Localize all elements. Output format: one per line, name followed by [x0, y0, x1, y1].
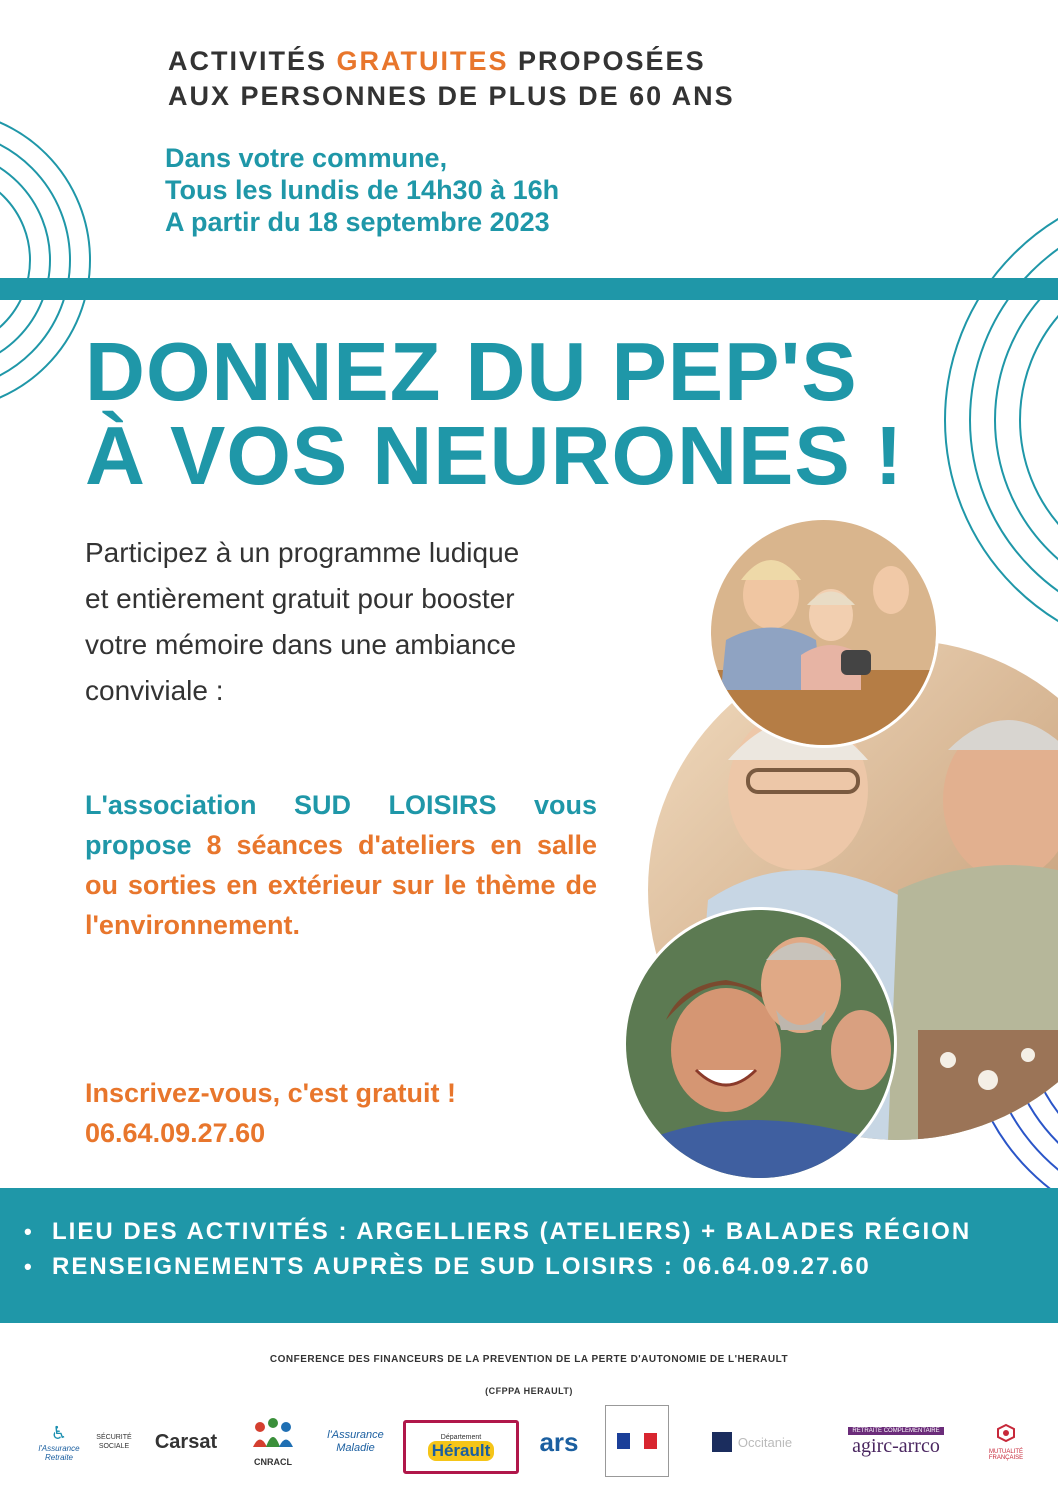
left-arc-2	[0, 150, 50, 370]
right-top-arc-4	[945, 185, 1058, 655]
left-arc-1	[0, 170, 30, 350]
logo-occitanie: Occitanie	[677, 1412, 827, 1472]
left-arc-3	[0, 130, 70, 390]
logo-ars: ars	[539, 1426, 579, 1457]
association-paragraph: L'association SUD LOISIRS vous propose 8 séances d'ateliers en salle ou sorties en extérieur sur le thème de l'environnement.	[85, 790, 597, 940]
logo-carsat: Carsat	[154, 1430, 218, 1453]
signup-block	[85, 1073, 456, 1153]
logo-agirc-arrco: RETRAITE COMPLÉMENTAIRE agirc-arrco	[832, 1412, 960, 1472]
schedule-line: Tous les lundis de 14h30 à 16h	[165, 175, 560, 205]
footer-subtitle: (CFPPA HERAULT)	[485, 1386, 573, 1396]
mutualite-hexagon-icon	[989, 1423, 1023, 1449]
schedule-info	[165, 142, 559, 238]
header-heading	[168, 44, 735, 114]
logo-republique-francaise	[605, 1405, 669, 1477]
header-line-1: ACTIVITÉS GRATUITES PROPOSÉES	[168, 46, 706, 76]
french-flag-icon	[617, 1433, 657, 1449]
logo-herault: Département Hérault	[403, 1420, 519, 1474]
logo-securite-sociale: SÉCURITÉ SOCIALE	[96, 1434, 132, 1450]
retraite-icon: ♿	[50, 1422, 68, 1443]
footer-title: CONFERENCE DES FINANCEURS DE LA PREVENTION DE LA PERTE D'AUTONOMIE DE L'HERAULT	[269, 1354, 789, 1365]
occitanie-square-icon	[712, 1432, 732, 1452]
intro-paragraph: Participez à un programme ludique et entièrement gratuit pour booster votre mémoire dans une ambiance conviviale :	[85, 537, 520, 706]
info-contact: • RENSEIGNEMENTS AUPRÈS DE SUD LOISIRS : 06.64.09.27.60	[24, 1249, 971, 1284]
signup-cta: Inscrivez-vous, c'est gratuit !	[85, 1078, 457, 1108]
schedule-line: A partir du 18 septembre 2023	[165, 207, 550, 237]
logo-assurance-retraite: ♿ l'Assurance Retraite	[38, 1422, 80, 1462]
schedule-line: Dans votre commune,	[165, 143, 448, 173]
logo-assurance-maladie: l'Assurance Maladie	[327, 1429, 384, 1454]
medium-photo-happy-group	[623, 907, 897, 1181]
right-top-arc-1	[1020, 260, 1058, 580]
right-top-arc-3	[970, 210, 1058, 630]
signup-phone[interactable]: 06.64.09.27.60	[85, 1118, 266, 1148]
divider-bar	[0, 278, 1058, 300]
page-title: DONNEZ DU PEP'S À VOS NEURONES !	[85, 325, 904, 502]
left-arc-4	[0, 110, 90, 410]
logo-mutualite-francaise: MUTUALITÉ FRANÇAISE	[972, 1412, 1040, 1472]
info-location: • LIEU DES ACTIVITÉS : ARGELLIERS (ATELIERS) + BALADES RÉGION	[24, 1214, 971, 1249]
logo-cnracl: CNRACL	[243, 1412, 303, 1472]
highlight-free: GRATUITES	[336, 46, 509, 76]
header-line-2: AUX PERSONNES DE PLUS DE 60 ANS	[168, 81, 735, 111]
info-list	[24, 1214, 971, 1284]
small-photo-women-tea	[708, 517, 939, 748]
cnracl-figures-icon	[248, 1417, 298, 1457]
